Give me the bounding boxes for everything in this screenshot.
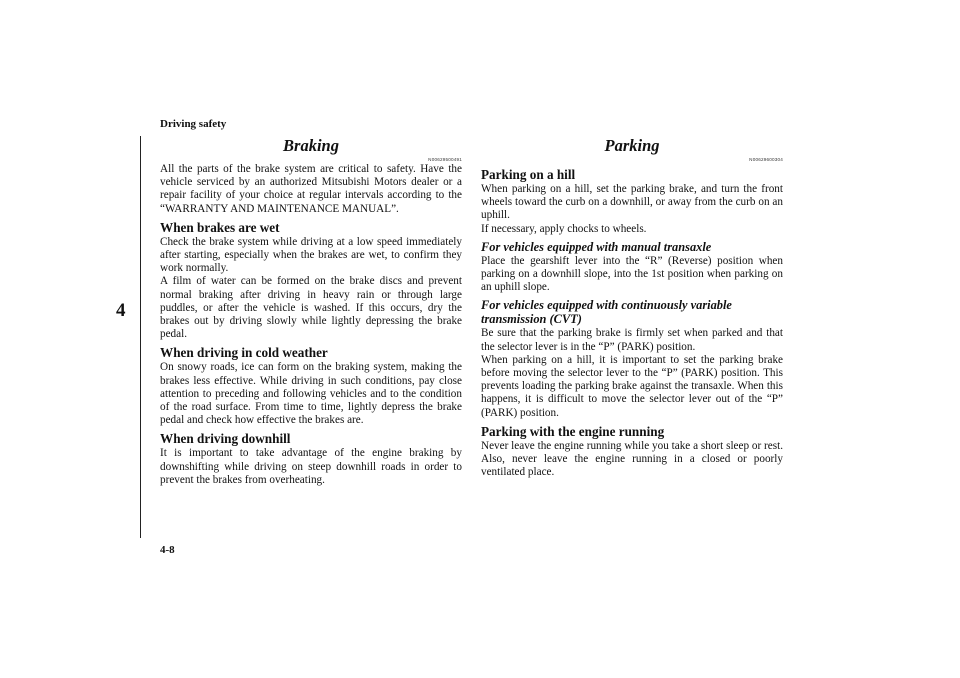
paragraph: On snowy roads, ice can form on the braking system, making the brakes less effective. While driving in such conditions, pay close attention to preceding and following vehicles and to the condition of the road surface. From time to time, lightly depress the brake pedal and check how effective the brakes are. bbox=[160, 361, 462, 427]
page-number: 4-8 bbox=[160, 544, 175, 556]
paragraph: A film of water can be formed on the brake discs and prevent normal braking after driving in heavy rain or through large puddles, or after the vehicle is washed. If this occurs, dry the brakes out by driving slowly while lightly depressing the brake pedal. bbox=[160, 275, 462, 341]
right-column bbox=[481, 134, 783, 479]
braking-intro: All the parts of the brake system are critical to safety. Have the vehicle serviced by an authorized Mitsubishi Motors dealer or a repair facility of your choice at regular intervals according to the “WARRANTY AND MAINTENANCE MANUAL”. bbox=[160, 163, 462, 215]
section-title-braking: Braking bbox=[283, 136, 339, 155]
running-header: Driving safety bbox=[160, 118, 227, 130]
heading-downhill: When driving downhill bbox=[160, 431, 291, 447]
paragraph: It is important to take advantage of the engine braking by downshifting while driving on steep downhill roads in order to prevent the brakes from overheating. bbox=[160, 447, 462, 486]
chapter-divider bbox=[140, 136, 141, 538]
paragraph: When parking on a hill, it is important to set the parking brake before moving the selector lever to the “P” (PARK) position. This prevents loading the parking brake against the transaxle. When this happens, it is difficult to move the selector lever out of the “P” (PARK) position. bbox=[481, 353, 783, 419]
paragraph: Be sure that the parking brake is firmly set when parked and that the selector lever is in the “P” (PARK) position. bbox=[481, 327, 783, 353]
heading-cold-weather: When driving in cold weather bbox=[160, 345, 328, 361]
left-column bbox=[160, 134, 462, 487]
paragraph: If necessary, apply chocks to wheels. bbox=[481, 222, 647, 235]
heading-parking-hill: Parking on a hill bbox=[481, 167, 576, 182]
section-title-parking: Parking bbox=[604, 136, 660, 155]
heading-manual-transaxle: For vehicles equipped with manual transaxle bbox=[481, 239, 712, 254]
heading-brakes-wet: When brakes are wet bbox=[160, 219, 280, 235]
paragraph: Check the brake system while driving at a low speed immediately after starting, especially when the brakes are wet, to confirm they work normally. bbox=[160, 235, 462, 275]
paragraph: Never leave the engine running while you take a short sleep or rest. Also, never leave the engine running in a closed or poorly ventilated place. bbox=[481, 439, 783, 479]
paragraph: Place the gearshift lever into the “R” (Reverse) position when parking on a downhill slope, into the 1st position when parking on an uphill slope. bbox=[481, 254, 783, 294]
section-code: N00629500491 bbox=[428, 157, 462, 162]
paragraph: When parking on a hill, set the parking brake, and turn the front wheels toward the curb on a downhill, or away from the curb on an uphill. bbox=[481, 183, 783, 222]
heading-cvt: For vehicles equipped with continuously variable transmission (CVT) bbox=[481, 298, 732, 327]
heading-engine-running: Parking with the engine running bbox=[481, 423, 665, 439]
chapter-tab: 4 bbox=[116, 300, 126, 321]
section-code: N00629600304 bbox=[749, 157, 783, 162]
